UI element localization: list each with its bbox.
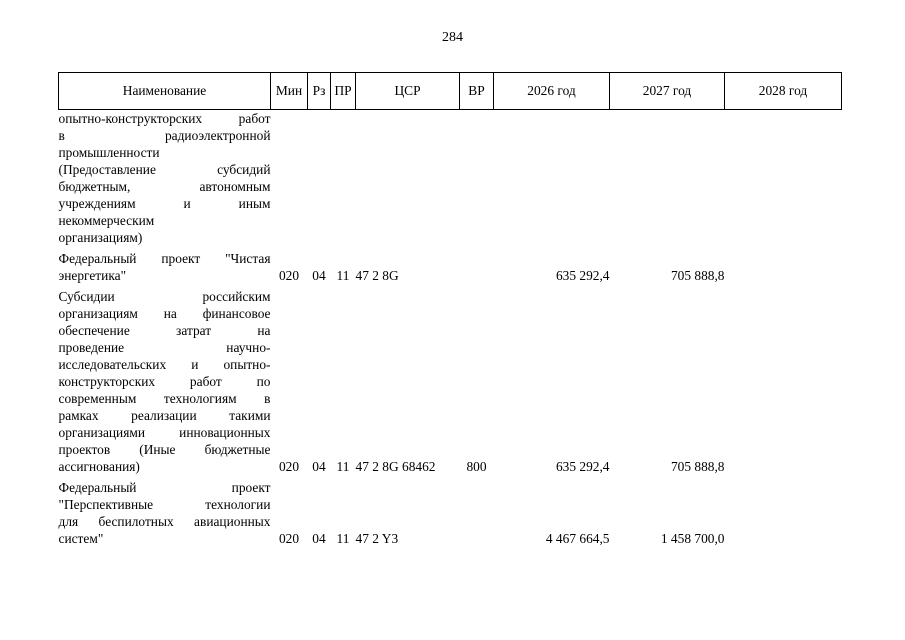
name-line: конструкторских работ по [58,374,271,389]
cell-vr [460,479,494,547]
header-min: Мин [271,73,308,110]
cell-2027: 1 458 700,0 [660,531,725,546]
cell-csr: 47 2 8G [355,268,399,283]
cell-rz: 04 [312,268,326,283]
cell-min: 020 [278,459,300,474]
cell-pr [331,110,356,247]
table-row [59,288,842,475]
cell-vr [460,110,494,247]
cell-name [59,110,271,247]
cell-min: 020 [278,268,300,283]
cell-pr: 11 [336,459,350,474]
name-line: некоммерческим [58,213,155,228]
header-row [59,73,842,110]
name-line: в радиоэлектронной [58,128,271,143]
cell-2026: 4 467 664,5 [545,531,610,546]
cell-2027: 705 888,8 [670,268,725,283]
name-line: опытно-конструкторских работ [58,111,271,126]
cell-pr: 11 [336,531,350,546]
name-line: исследовательских и опытно- [58,357,271,372]
header-pr: ПР [331,73,356,110]
cell-2026: 635 292,4 [555,459,610,474]
name-line: организациями инновационных [58,425,271,440]
name-line: ассигнования) [58,459,140,474]
cell-name [59,288,271,475]
header-rz: Рз [308,73,331,110]
cell-2028 [725,250,842,284]
cell-2027 [610,110,725,247]
name-line: (Предоставление субсидий [58,162,271,177]
page-number: 284 [442,30,463,45]
name-line: рамках реализации такими [58,408,271,423]
header-2026: 2026 год [494,73,610,110]
name-line: "Перспективные технологии [58,497,271,512]
name-line: Субсидии российским [58,289,271,304]
cell-vr: 800 [466,459,487,474]
cell-min [271,110,308,247]
cell-2027: 705 888,8 [670,459,725,474]
name-line: проектов (Иные бюджетные [58,442,271,457]
name-line: промышленности [58,145,160,160]
cell-name [59,479,271,547]
name-line: Федеральный проект "Чистая [58,251,271,266]
name-line: проведение научно- [58,340,271,355]
cell-2026 [494,110,610,247]
cell-2026: 635 292,4 [555,268,610,283]
cell-2028 [725,288,842,475]
cell-rz: 04 [312,531,326,546]
table-row [59,479,842,547]
name-line: для беспилотных авиационных [58,514,271,529]
header-vr: ВР [460,73,494,110]
name-line: организациям на финансовое [58,306,271,321]
name-line: систем" [58,531,104,546]
name-line: энергетика" [58,268,127,283]
name-line: организациям) [58,230,143,245]
header-csr: ЦСР [356,73,460,110]
cell-csr: 47 2 Y3 [355,531,399,546]
name-line: Федеральный проект [58,480,271,495]
name-line: современным технологиям в [58,391,271,406]
cell-vr [460,250,494,284]
header-2028: 2028 год [725,73,842,110]
cell-rz [308,110,331,247]
cell-csr [356,110,460,247]
cell-min: 020 [278,531,300,546]
name-line: бюджетным, автономным [58,179,271,194]
cell-rz: 04 [312,459,326,474]
header-2027: 2027 год [610,73,725,110]
cell-csr: 47 2 8G 68462 [355,459,436,474]
budget-table [58,72,842,547]
table-row [59,250,842,284]
cell-2028 [725,110,842,247]
cell-name [59,250,271,284]
header-name: Наименование [59,73,271,110]
name-line: учреждениям и иным [58,196,271,211]
cell-pr: 11 [336,268,350,283]
name-line: обеспечение затрат на [58,323,271,338]
table-row [59,110,842,247]
cell-2028 [725,479,842,547]
